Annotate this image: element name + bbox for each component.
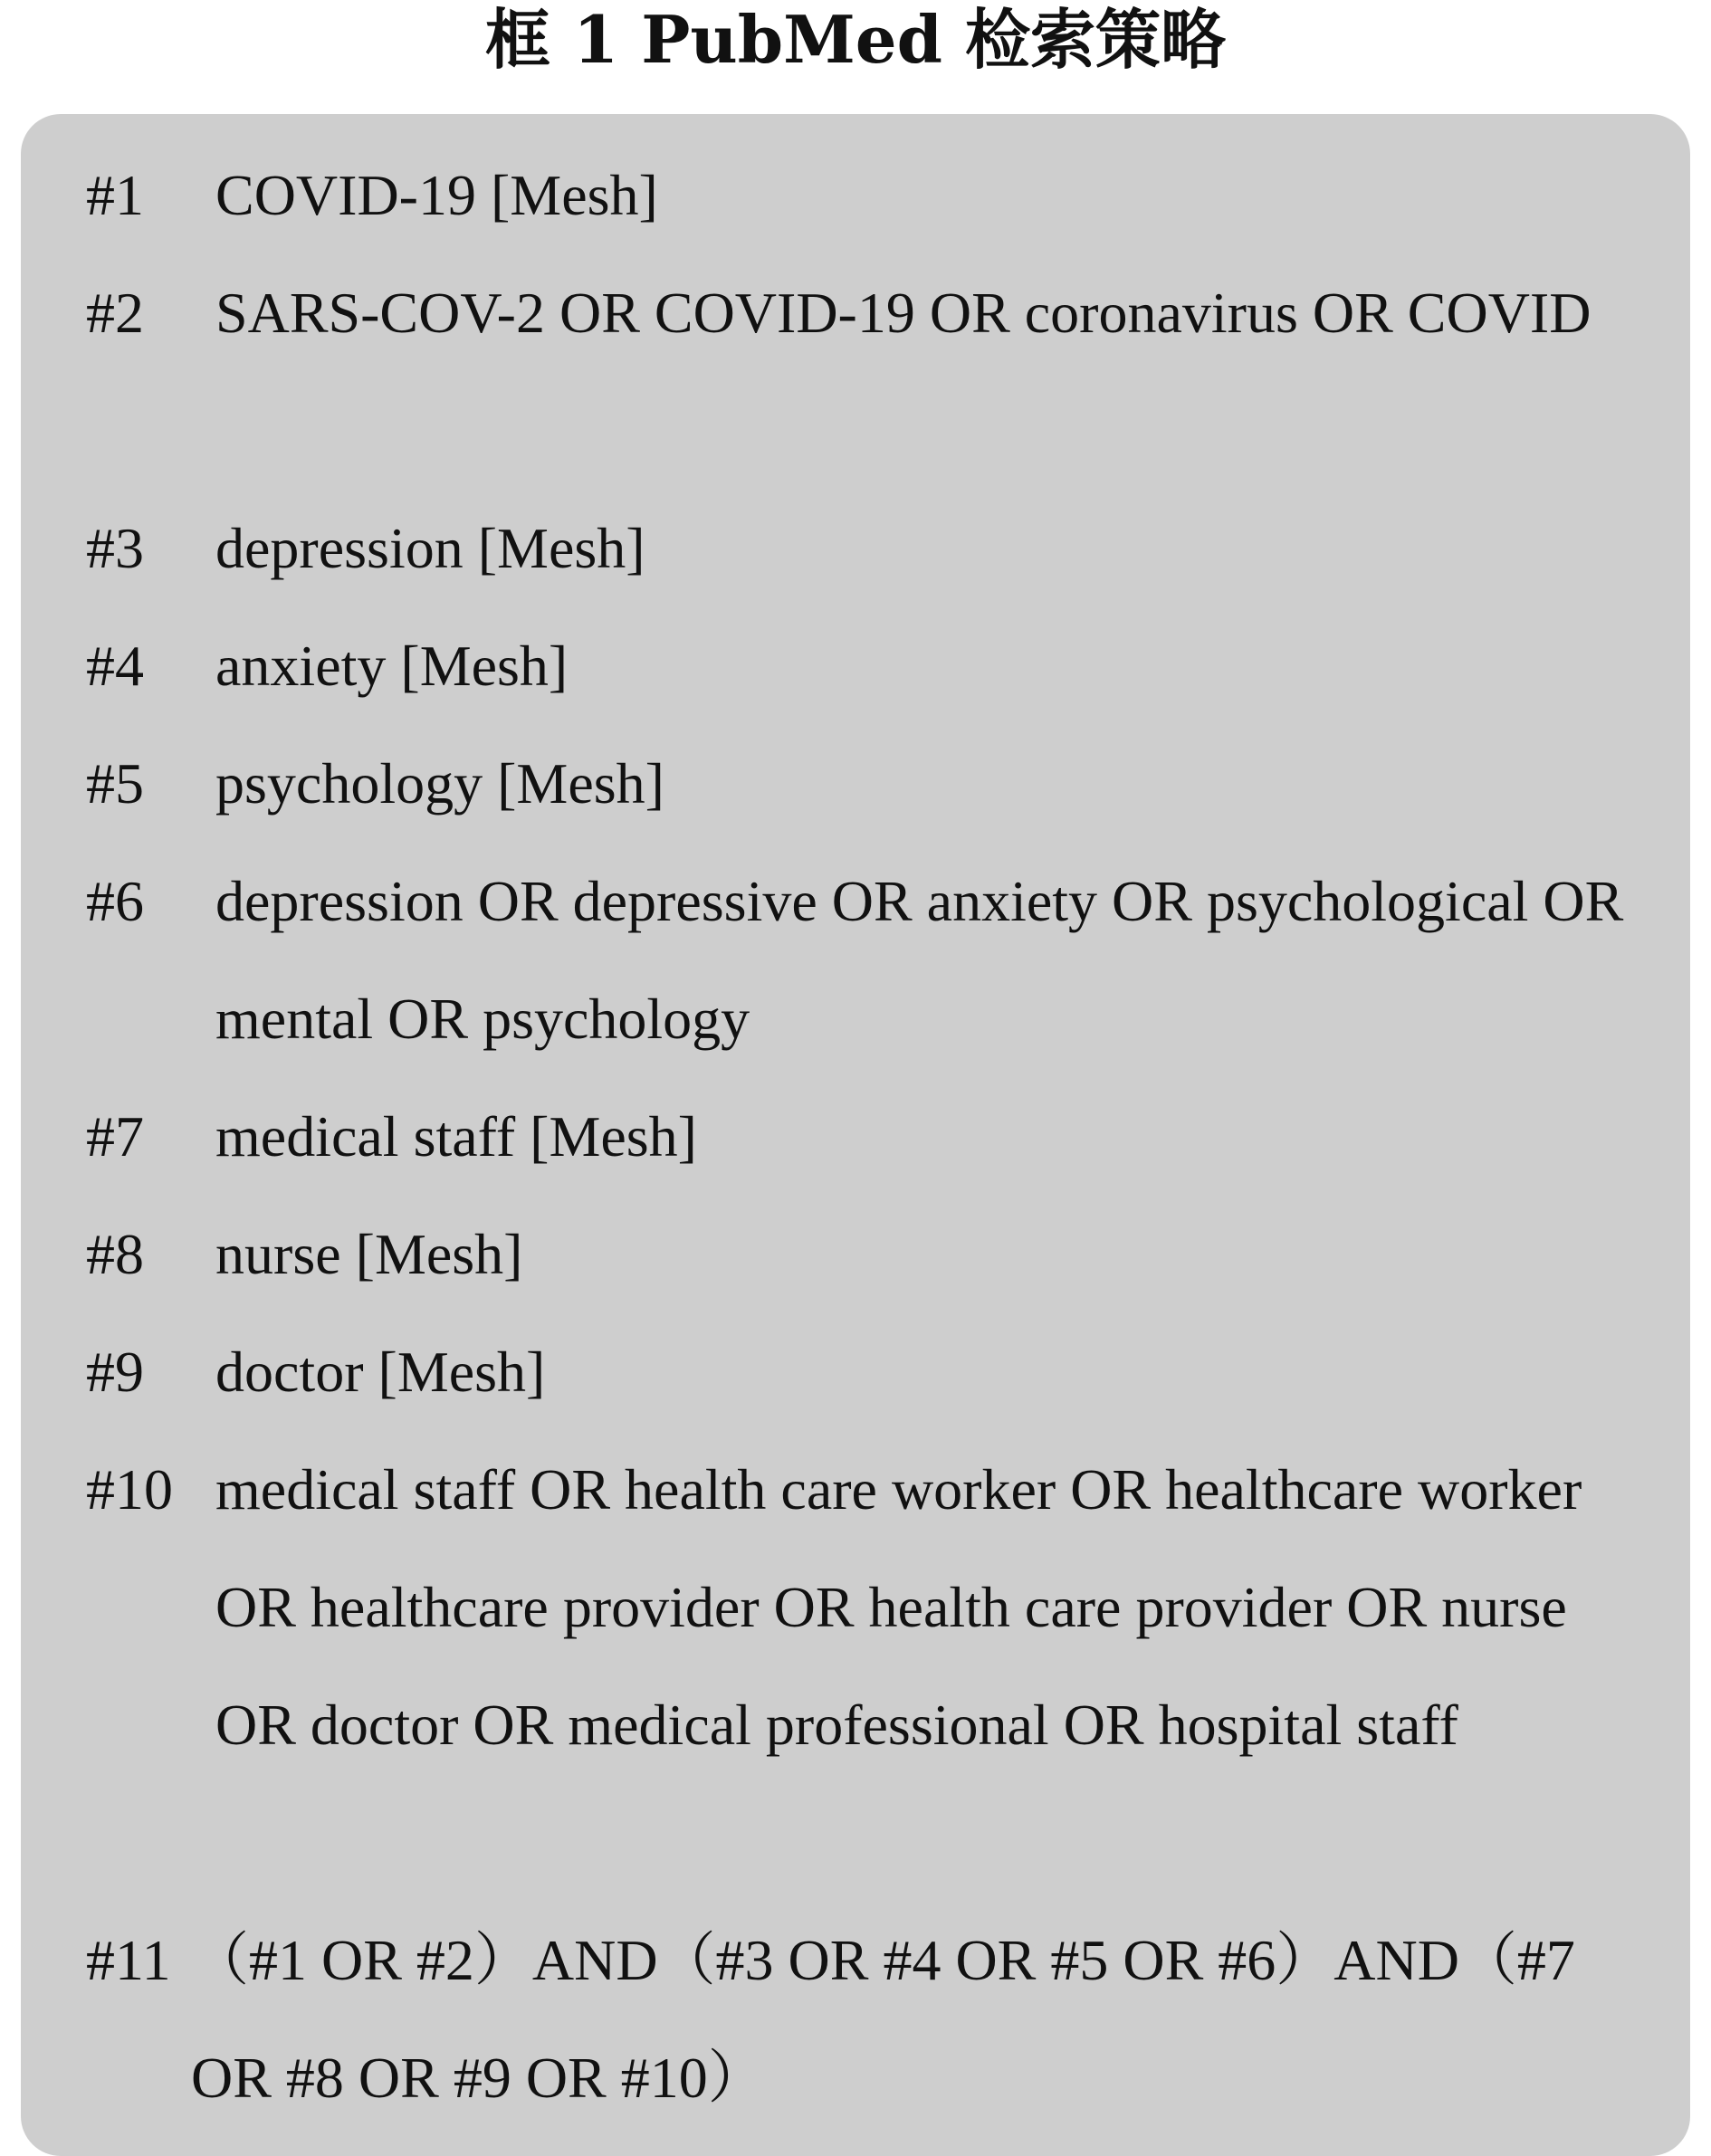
step-number: #8 (86, 1222, 144, 1286)
step-number: #6 (86, 869, 144, 933)
step-number: #3 (86, 516, 144, 580)
step-query: anxiety [Mesh] (215, 634, 569, 698)
step-query: SARS-COV-2 OR COVID-19 OR coronavirus OR COVID (215, 281, 1592, 345)
step-number: #4 (86, 634, 144, 698)
box-title: 框 1 PubMed 检索策略 (485, 1, 1226, 78)
step-query: （#1 OR #2）AND（#3 OR #4 OR #5 OR #6）AND（#7 OR #8 OR #9 OR #10） (191, 1928, 1575, 2110)
step-number: #1 (86, 163, 144, 227)
step-query: COVID-19 [Mesh] (215, 163, 658, 227)
step-query: medical staff [Mesh] (215, 1104, 697, 1169)
step-query: nurse [Mesh] (215, 1222, 523, 1286)
step-number: #7 (86, 1104, 144, 1169)
step-number: #5 (86, 751, 144, 816)
step-number: #10 (86, 1457, 173, 1522)
search-strategy-box (21, 114, 1690, 2156)
step-query: depression [Mesh] (215, 516, 645, 580)
step-number: #11 (86, 1928, 171, 1992)
step-number: #2 (86, 281, 144, 345)
step-query: doctor [Mesh] (215, 1340, 546, 1404)
step-query: psychology [Mesh] (215, 751, 664, 816)
step-number: #9 (86, 1340, 144, 1404)
step-query: depression OR depressive OR anxiety OR psychological OR mental OR psychology (215, 869, 1624, 1051)
step-query: medical staff OR health care worker OR healthcare worker OR healthcare provider OR health care provider OR nurse OR doctor OR medical professional OR hospital staff (215, 1457, 1582, 1757)
